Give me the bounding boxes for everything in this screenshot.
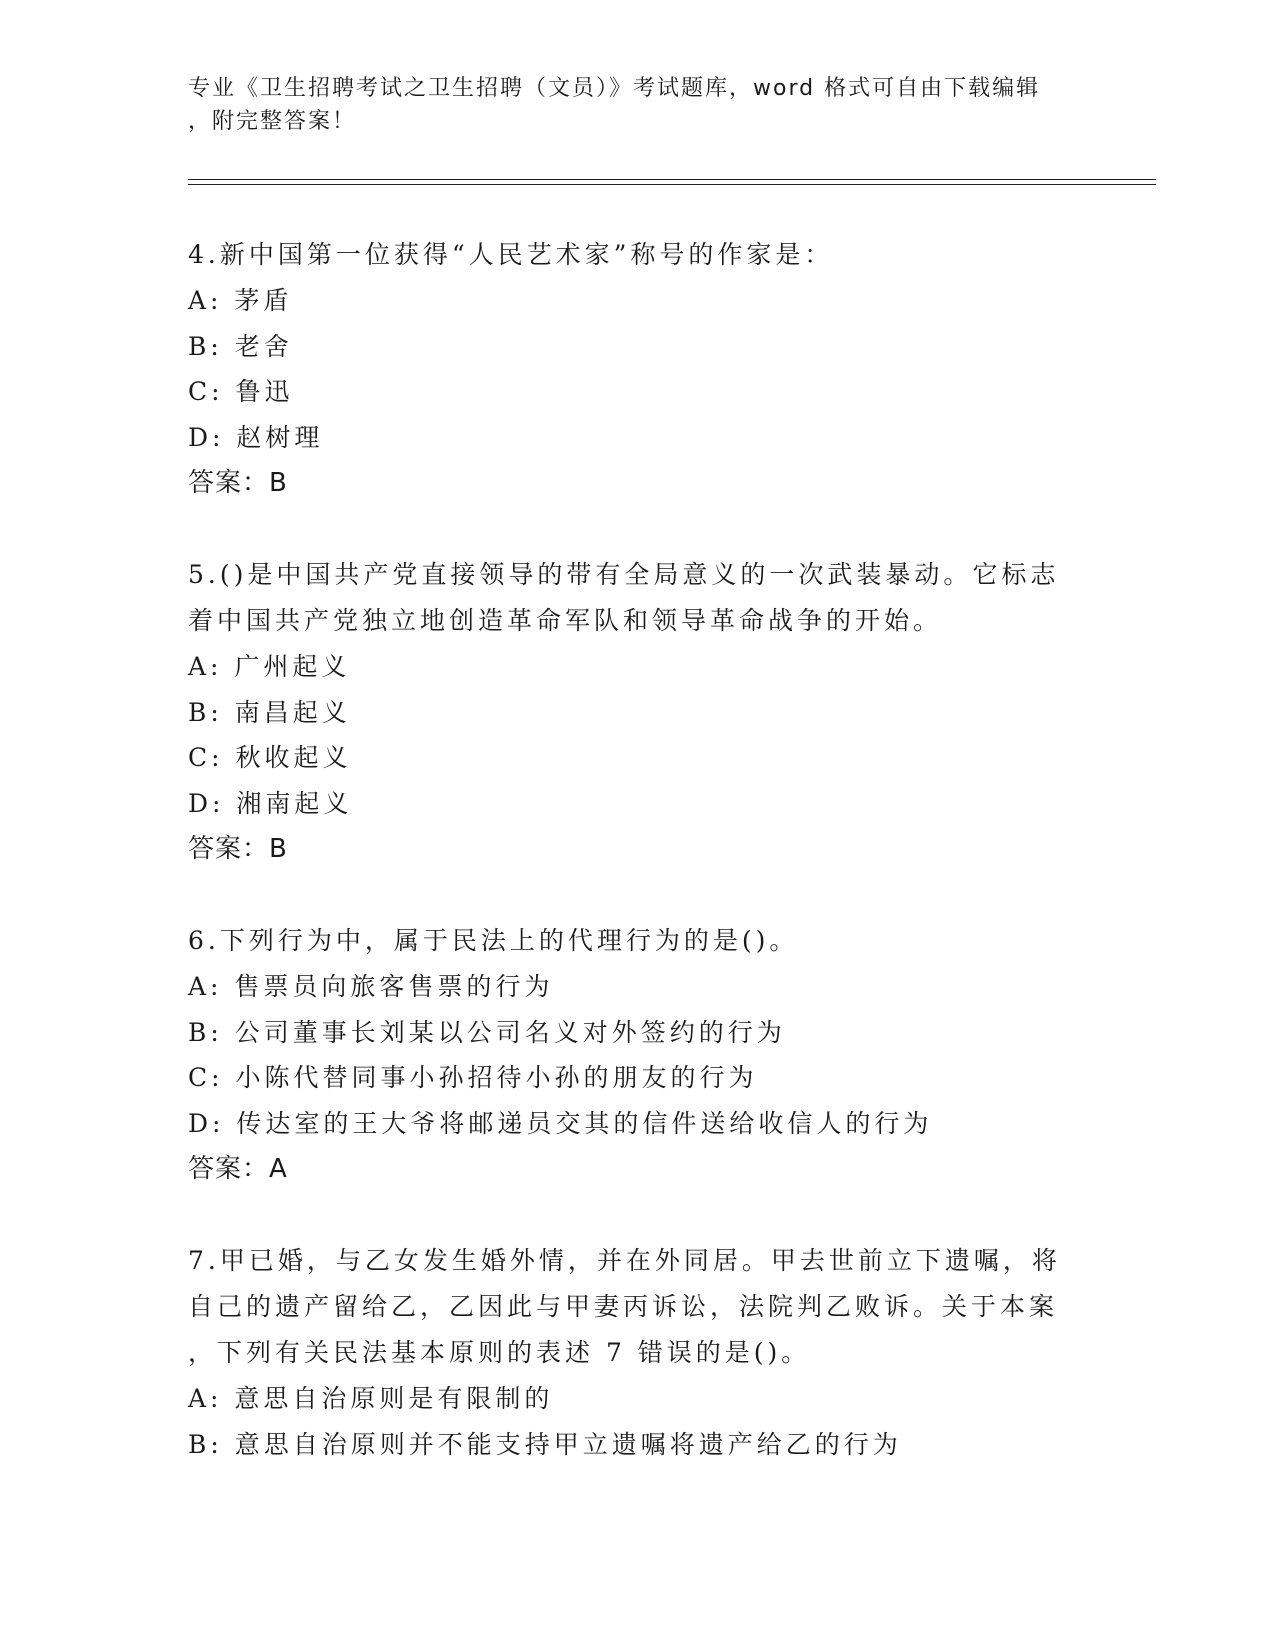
question-text: 5.()是中国共产党直接领导的带有全局意义的一次武装暴动。它标志 xyxy=(188,560,1060,589)
question-7 xyxy=(188,1238,1088,1467)
option-a: A: 广州起义 xyxy=(188,652,351,681)
question-text: ，下列有关民法基本原则的表述 7 错误的是()。 xyxy=(188,1338,811,1367)
option-a: A: 意思自治原则是有限制的 xyxy=(188,1384,554,1413)
header-divider-bottom xyxy=(188,184,1156,185)
answer: 答案：A xyxy=(188,1154,288,1184)
question-text: 自己的遗产留给乙，乙因此与甲妻丙诉讼，法院判乙败诉。关于本案 xyxy=(188,1292,1059,1321)
option-a: A: 售票员向旅客售票的行为 xyxy=(188,972,554,1001)
option-d: D: 传达室的王大爷将邮递员交其的信件送给收信人的行为 xyxy=(188,1108,933,1138)
option-d: D: 湘南起义 xyxy=(188,788,353,818)
question-text: 着中国共产党独立地创造革命军队和领导革命战争的开始。 xyxy=(188,606,943,635)
option-d: D: 赵树理 xyxy=(188,422,324,452)
question-5 xyxy=(188,552,1088,872)
option-c: C: 秋收起义 xyxy=(188,743,352,772)
answer: 答案：B xyxy=(188,834,288,864)
option-b: B: 老舍 xyxy=(188,331,293,361)
option-b: B: 南昌起义 xyxy=(188,697,351,727)
option-b: B: 公司董事长刘某以公司名义对外签约的行为 xyxy=(188,1017,786,1047)
document-header xyxy=(188,72,1068,138)
question-text: 7.甲已婚，与乙女发生婚外情，并在外同居。甲去世前立下遗嘱，将 xyxy=(188,1246,1061,1275)
option-b: B: 意思自治原则并不能支持甲立遗嘱将遗产给乙的行为 xyxy=(188,1429,902,1459)
question-text: 4.新中国第一位获得“人民艺术家”称号的作家是： xyxy=(188,240,834,269)
answer: 答案：B xyxy=(188,468,288,498)
question-text: 6.下列行为中，属于民法上的代理行为的是()。 xyxy=(188,926,799,955)
header-divider-top xyxy=(188,179,1156,180)
question-6 xyxy=(188,918,1088,1192)
header-line-1: 专业《卫生招聘考试之卫生招聘（文员）》考试题库，word 格式可自由下载编辑 xyxy=(188,76,1041,101)
option-a: A: 茅盾 xyxy=(188,286,293,315)
option-c: C: 小陈代替同事小孙招待小孙的朋友的行为 xyxy=(188,1063,758,1092)
option-c: C: 鲁迅 xyxy=(188,377,294,406)
header-line-2: ，附完整答案！ xyxy=(188,109,357,134)
question-4 xyxy=(188,232,1088,506)
question-list xyxy=(188,232,1088,1513)
